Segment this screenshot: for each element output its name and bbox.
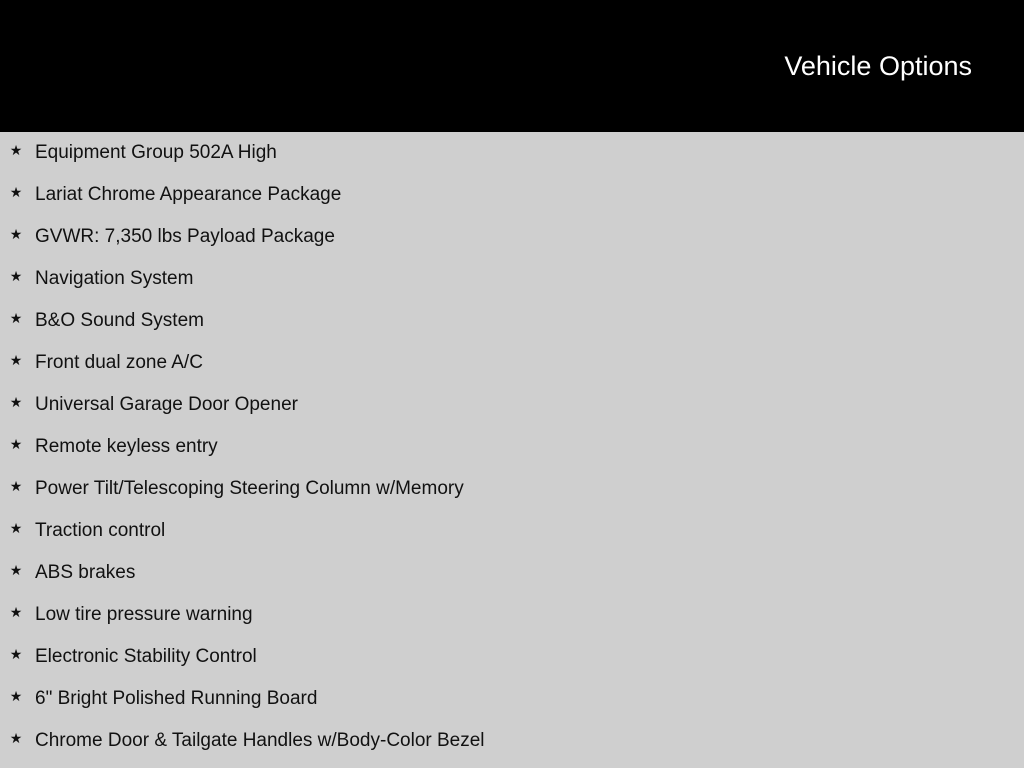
option-label: Equipment Group 502A High bbox=[35, 142, 277, 163]
star-icon: ★ bbox=[9, 269, 23, 285]
page-title: Vehicle Options bbox=[784, 51, 972, 81]
star-icon: ★ bbox=[9, 311, 23, 327]
star-icon: ★ bbox=[9, 353, 23, 369]
option-label: 6" Bright Polished Running Board bbox=[35, 688, 318, 709]
option-label: Low tire pressure warning bbox=[35, 604, 253, 625]
star-icon: ★ bbox=[9, 395, 23, 411]
option-label: ABS brakes bbox=[35, 562, 136, 583]
star-icon: ★ bbox=[9, 689, 23, 705]
star-icon: ★ bbox=[9, 143, 23, 159]
star-icon: ★ bbox=[9, 479, 23, 495]
option-label: Remote keyless entry bbox=[35, 436, 218, 457]
header-bar bbox=[0, 0, 1024, 132]
star-icon: ★ bbox=[9, 731, 23, 747]
option-label: Traction control bbox=[35, 520, 166, 541]
option-label: Chrome Door & Tailgate Handles w/Body-Color Bezel bbox=[35, 730, 485, 751]
star-icon: ★ bbox=[9, 605, 23, 621]
option-label: Front dual zone A/C bbox=[35, 352, 203, 373]
option-label: GVWR: 7,350 lbs Payload Package bbox=[35, 226, 335, 247]
option-label: Electronic Stability Control bbox=[35, 646, 257, 667]
star-icon: ★ bbox=[9, 437, 23, 453]
star-icon: ★ bbox=[9, 185, 23, 201]
option-label: B&O Sound System bbox=[35, 310, 204, 331]
star-icon: ★ bbox=[9, 227, 23, 243]
option-label: Universal Garage Door Opener bbox=[35, 394, 298, 415]
star-icon: ★ bbox=[9, 521, 23, 537]
option-label: Power Tilt/Telescoping Steering Column w/Memory bbox=[35, 478, 464, 499]
option-label: Lariat Chrome Appearance Package bbox=[35, 184, 342, 205]
star-icon: ★ bbox=[9, 563, 23, 579]
star-icon: ★ bbox=[9, 647, 23, 663]
option-label: Navigation System bbox=[35, 268, 194, 289]
vehicle-options-panel bbox=[0, 132, 1024, 768]
